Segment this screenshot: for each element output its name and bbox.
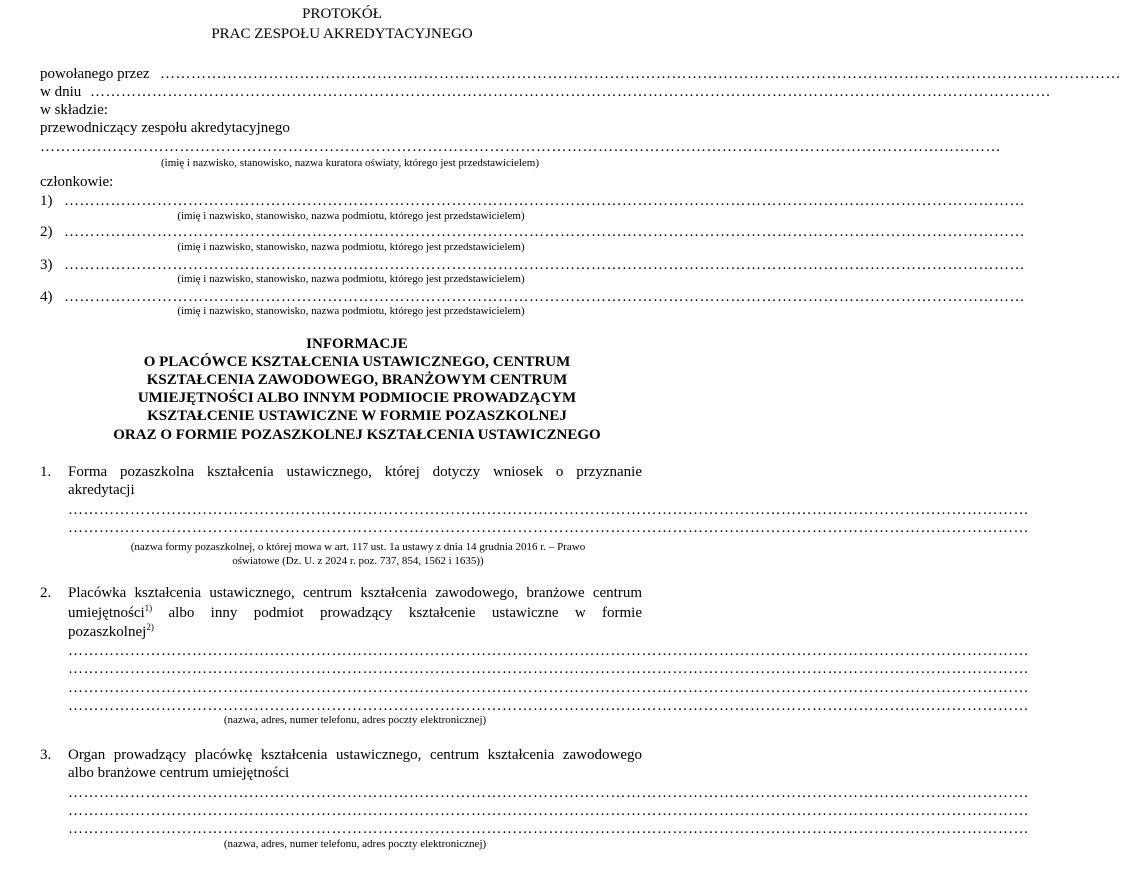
chairman-note: (imię i nazwisko, stanowisko, nazwa kuratora oświaty, którego jest przedstawicielem) xyxy=(160,157,540,169)
info-heading-line: KSZTAŁCENIE USTAWICZNE W FORMIE POZASZKOLNEJ xyxy=(147,408,567,424)
member-note: (imię i nazwisko, stanowisko, nazwa podmiotu, którego jest przedstawicielem) xyxy=(177,210,525,222)
section-2-field[interactable]: …………………………………………………………………………………………………………………………………………………………………… xyxy=(68,661,1029,677)
doc-subtitle: PRAC ZESPOŁU AKREDYTACYJNEGO xyxy=(211,26,473,42)
info-heading-line: KSZTAŁCENIA ZAWODOWEGO, BRANŻOWYM CENTRUM xyxy=(146,372,568,388)
section-2-field[interactable]: …………………………………………………………………………………………………………………………………………………………………… xyxy=(68,698,1029,714)
member-4-field[interactable]: …………………………………………………………………………………………………………………………………………………………………… xyxy=(64,289,1025,305)
section-3-field[interactable]: …………………………………………………………………………………………………………………………………………………………………… xyxy=(68,785,1029,801)
appointed-by-label: powołanego przez xyxy=(40,66,150,82)
doc-title: PROTOKÓŁ xyxy=(302,6,382,22)
section-2-note: (nazwa, adres, numer telefonu, adres poczty elektronicznej) xyxy=(223,714,487,726)
section-1-text: Forma pozaszkolna kształcenia ustawicznego, której dotyczy wniosek o przyznanie xyxy=(68,464,642,480)
section-2-text-c: pozaszkolnej xyxy=(68,624,147,640)
section-3-field[interactable]: …………………………………………………………………………………………………………………………………………………………………… xyxy=(68,821,1029,837)
appointed-by-field[interactable]: …………………………………………………………………………………………………………………………………………………………………… xyxy=(160,66,1121,82)
member-number: 3) xyxy=(40,257,53,273)
section-2-field[interactable]: …………………………………………………………………………………………………………………………………………………………………… xyxy=(68,680,1029,696)
section-2-text-cont xyxy=(68,603,642,622)
section-1-field[interactable]: …………………………………………………………………………………………………………………………………………………………………… xyxy=(68,520,1029,536)
member-note: (imię i nazwisko, stanowisko, nazwa podmiotu, którego jest przedstawicielem) xyxy=(177,273,525,285)
member-number: 1) xyxy=(40,193,53,209)
member-number: 4) xyxy=(40,289,53,305)
section-1-note: (nazwa formy pozaszkolnej, o której mowa w art. 117 ust. 1a ustawy z dnia 14 grudnia 2016 r. – Prawo xyxy=(130,541,586,553)
chairman-label: przewodniczący zespołu akredytacyjnego xyxy=(40,120,290,136)
info-heading-line: ORAZ O FORMIE POZASZKOLNEJ KSZTAŁCENIA USTAWICZNEGO xyxy=(113,427,601,443)
info-heading-line: O PLACÓWCE KSZTAŁCENIA USTAWICZNEGO, CENTRUM xyxy=(143,354,571,370)
section-3-text-cont: albo branżowe centrum umiejętności xyxy=(68,765,290,781)
section-number: 2. xyxy=(40,585,52,601)
section-2-text-b: albo inny podmiot prowadzący kształcenie ustawiczne w formie xyxy=(152,605,642,621)
info-heading-line: UMIEJĘTNOŚCI ALBO INNYM PODMIOCIE PROWADZĄCYM xyxy=(137,390,577,406)
footnote-ref[interactable]: 1) xyxy=(144,603,153,613)
member-1-field[interactable]: …………………………………………………………………………………………………………………………………………………………………… xyxy=(64,193,1025,209)
section-1-text-cont: akredytacji xyxy=(68,482,135,498)
section-3-field[interactable]: …………………………………………………………………………………………………………………………………………………………………… xyxy=(68,803,1029,819)
chairman-field[interactable]: …………………………………………………………………………………………………………………………………………………………………… xyxy=(40,139,1001,155)
date-label: w dniu xyxy=(40,84,82,100)
section-1-field[interactable]: …………………………………………………………………………………………………………………………………………………………………… xyxy=(68,502,1029,518)
member-note: (imię i nazwisko, stanowisko, nazwa podmiotu, którego jest przedstawicielem) xyxy=(177,305,525,317)
section-number: 1. xyxy=(40,464,52,480)
members-label: członkowie: xyxy=(40,174,114,190)
info-heading-line: INFORMACJE xyxy=(306,336,408,352)
section-2-text-a: umiejętności xyxy=(68,605,145,621)
section-3-text: Organ prowadzący placówkę kształcenia ustawicznego, centrum kształcenia zawodowego xyxy=(68,747,642,763)
composition-label: w składzie: xyxy=(40,102,108,118)
date-field[interactable]: …………………………………………………………………………………………………………………………………………………………………… xyxy=(90,84,1051,100)
section-2-field[interactable]: …………………………………………………………………………………………………………………………………………………………………… xyxy=(68,643,1029,659)
member-note: (imię i nazwisko, stanowisko, nazwa podmiotu, którego jest przedstawicielem) xyxy=(177,241,525,253)
section-2-text-end xyxy=(68,622,154,641)
section-number: 3. xyxy=(40,747,52,763)
section-1-note: oświatowe (Dz. U. z 2024 r. poz. 737, 854, 1562 i 1635)) xyxy=(232,555,484,567)
member-3-field[interactable]: …………………………………………………………………………………………………………………………………………………………………… xyxy=(64,257,1025,273)
section-2-text: Placówka kształcenia ustawicznego, centrum kształcenia zawodowego, branżowe centrum xyxy=(68,585,642,601)
member-2-field[interactable]: …………………………………………………………………………………………………………………………………………………………………… xyxy=(64,224,1025,240)
section-3-note: (nazwa, adres, numer telefonu, adres poczty elektronicznej) xyxy=(223,838,487,850)
footnote-ref[interactable]: 2) xyxy=(146,622,154,632)
member-number: 2) xyxy=(40,224,53,240)
